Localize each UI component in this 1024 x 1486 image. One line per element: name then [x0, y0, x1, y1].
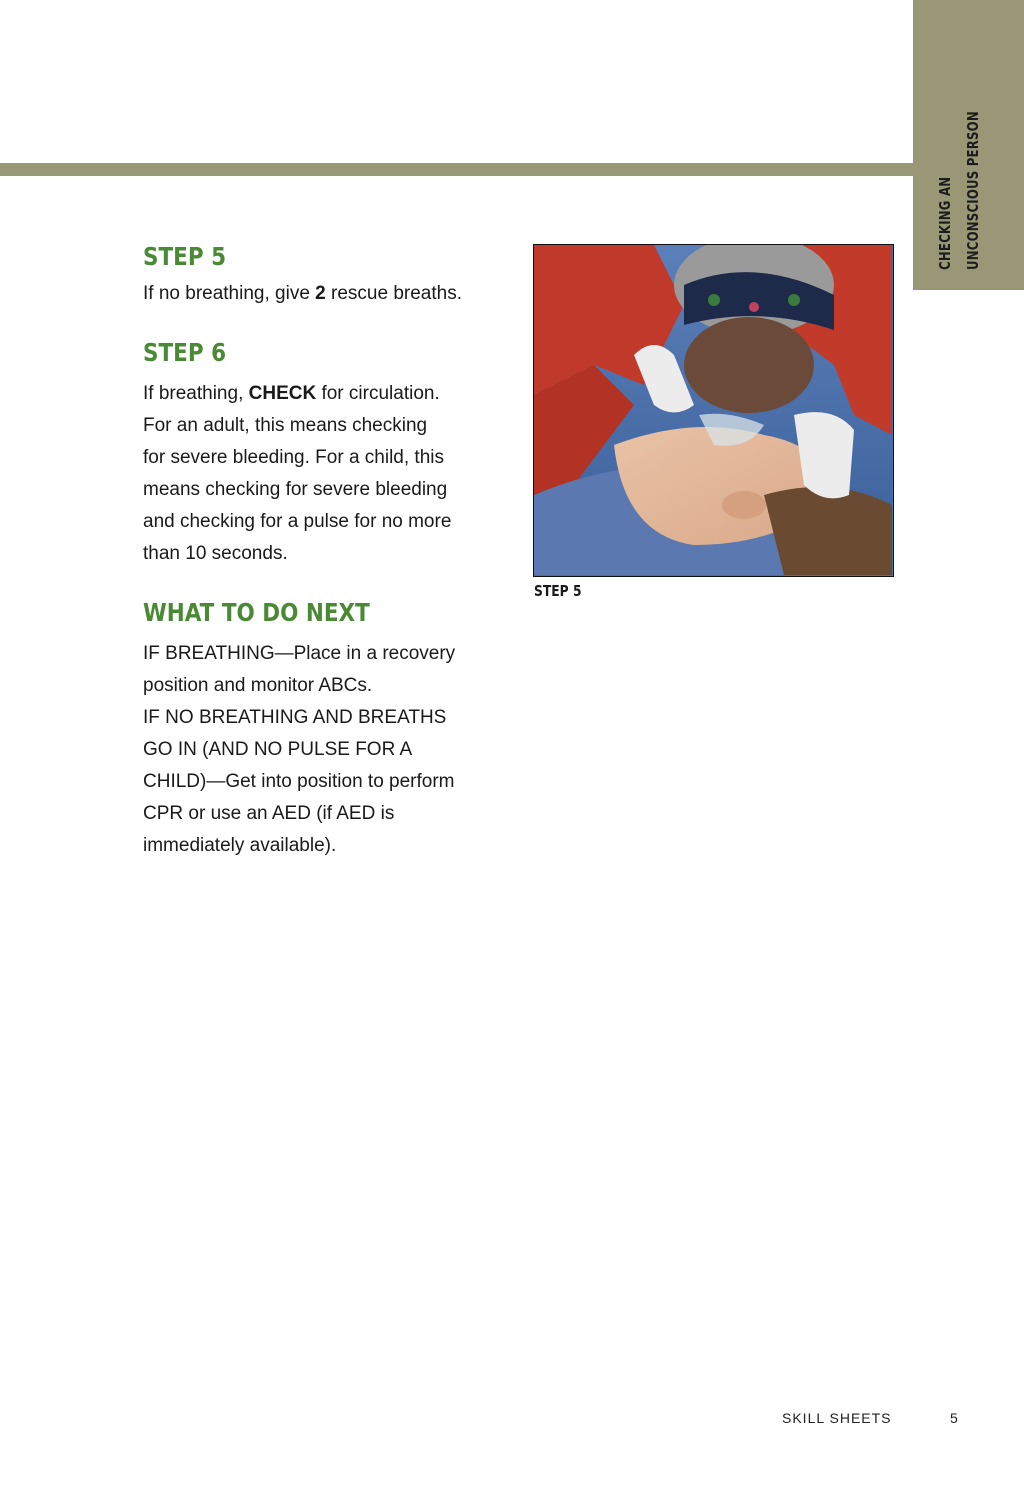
step-6-section: [143, 336, 503, 570]
header-rule: [0, 163, 1024, 176]
step-5-text-end: rescue breaths.: [325, 283, 462, 304]
next-text-line: CPR or use an AED (if AED is: [143, 803, 395, 824]
step-6-text-bold: CHECK: [248, 383, 317, 404]
step-6-text-line-1-end: for circulation.: [316, 383, 440, 404]
step-6-text-start: If breathing,: [143, 383, 249, 404]
what-to-do-next-heading: WHAT TO DO NEXT: [143, 598, 370, 627]
section-tab-label: [931, 66, 987, 270]
step-6-heading: STEP 6: [143, 338, 227, 367]
what-to-do-next-section: [143, 596, 503, 862]
instructions-column: [143, 240, 503, 888]
step-5-heading: STEP 5: [143, 242, 227, 271]
footer-section-label: SKILL SHEETS: [782, 1410, 892, 1426]
page-number: 5: [950, 1410, 958, 1426]
what-to-do-next-text: [143, 638, 503, 862]
photo-caption: STEP 5: [534, 582, 582, 600]
next-text-line: IF BREATHING—Place in a recovery: [143, 643, 456, 664]
section-tab-line-2: UNCONSCIOUS PERSON: [964, 111, 982, 270]
next-text-line: GO IN (AND NO PULSE FOR A: [143, 739, 413, 760]
step-5-text: [143, 278, 503, 310]
next-text-line: position and monitor ABCs.: [143, 675, 373, 696]
rescue-breaths-illustration: [534, 245, 892, 575]
next-text-line: CHILD)—Get into position to perform: [143, 771, 455, 792]
step-6-text-line: and checking for a pulse for no more: [143, 511, 452, 532]
section-tab-line-1: CHECKING AN: [936, 176, 954, 270]
step-6-text-line: means checking for severe bleeding: [143, 479, 448, 500]
next-text-line: immediately available).: [143, 835, 337, 856]
rescue-breaths-photo: [533, 244, 894, 577]
step-6-text: [143, 378, 503, 570]
step-6-text-line: For an adult, this means checking: [143, 415, 428, 436]
step-6-text-line: than 10 seconds.: [143, 543, 288, 564]
step-5-text-bold: 2: [315, 283, 326, 304]
next-text-line: IF NO BREATHING AND BREATHS: [143, 707, 447, 728]
step-6-text-line: for severe bleeding. For a child, this: [143, 447, 444, 468]
step-5-text-start: If no breathing, give: [143, 283, 316, 304]
step-5-section: [143, 240, 503, 310]
